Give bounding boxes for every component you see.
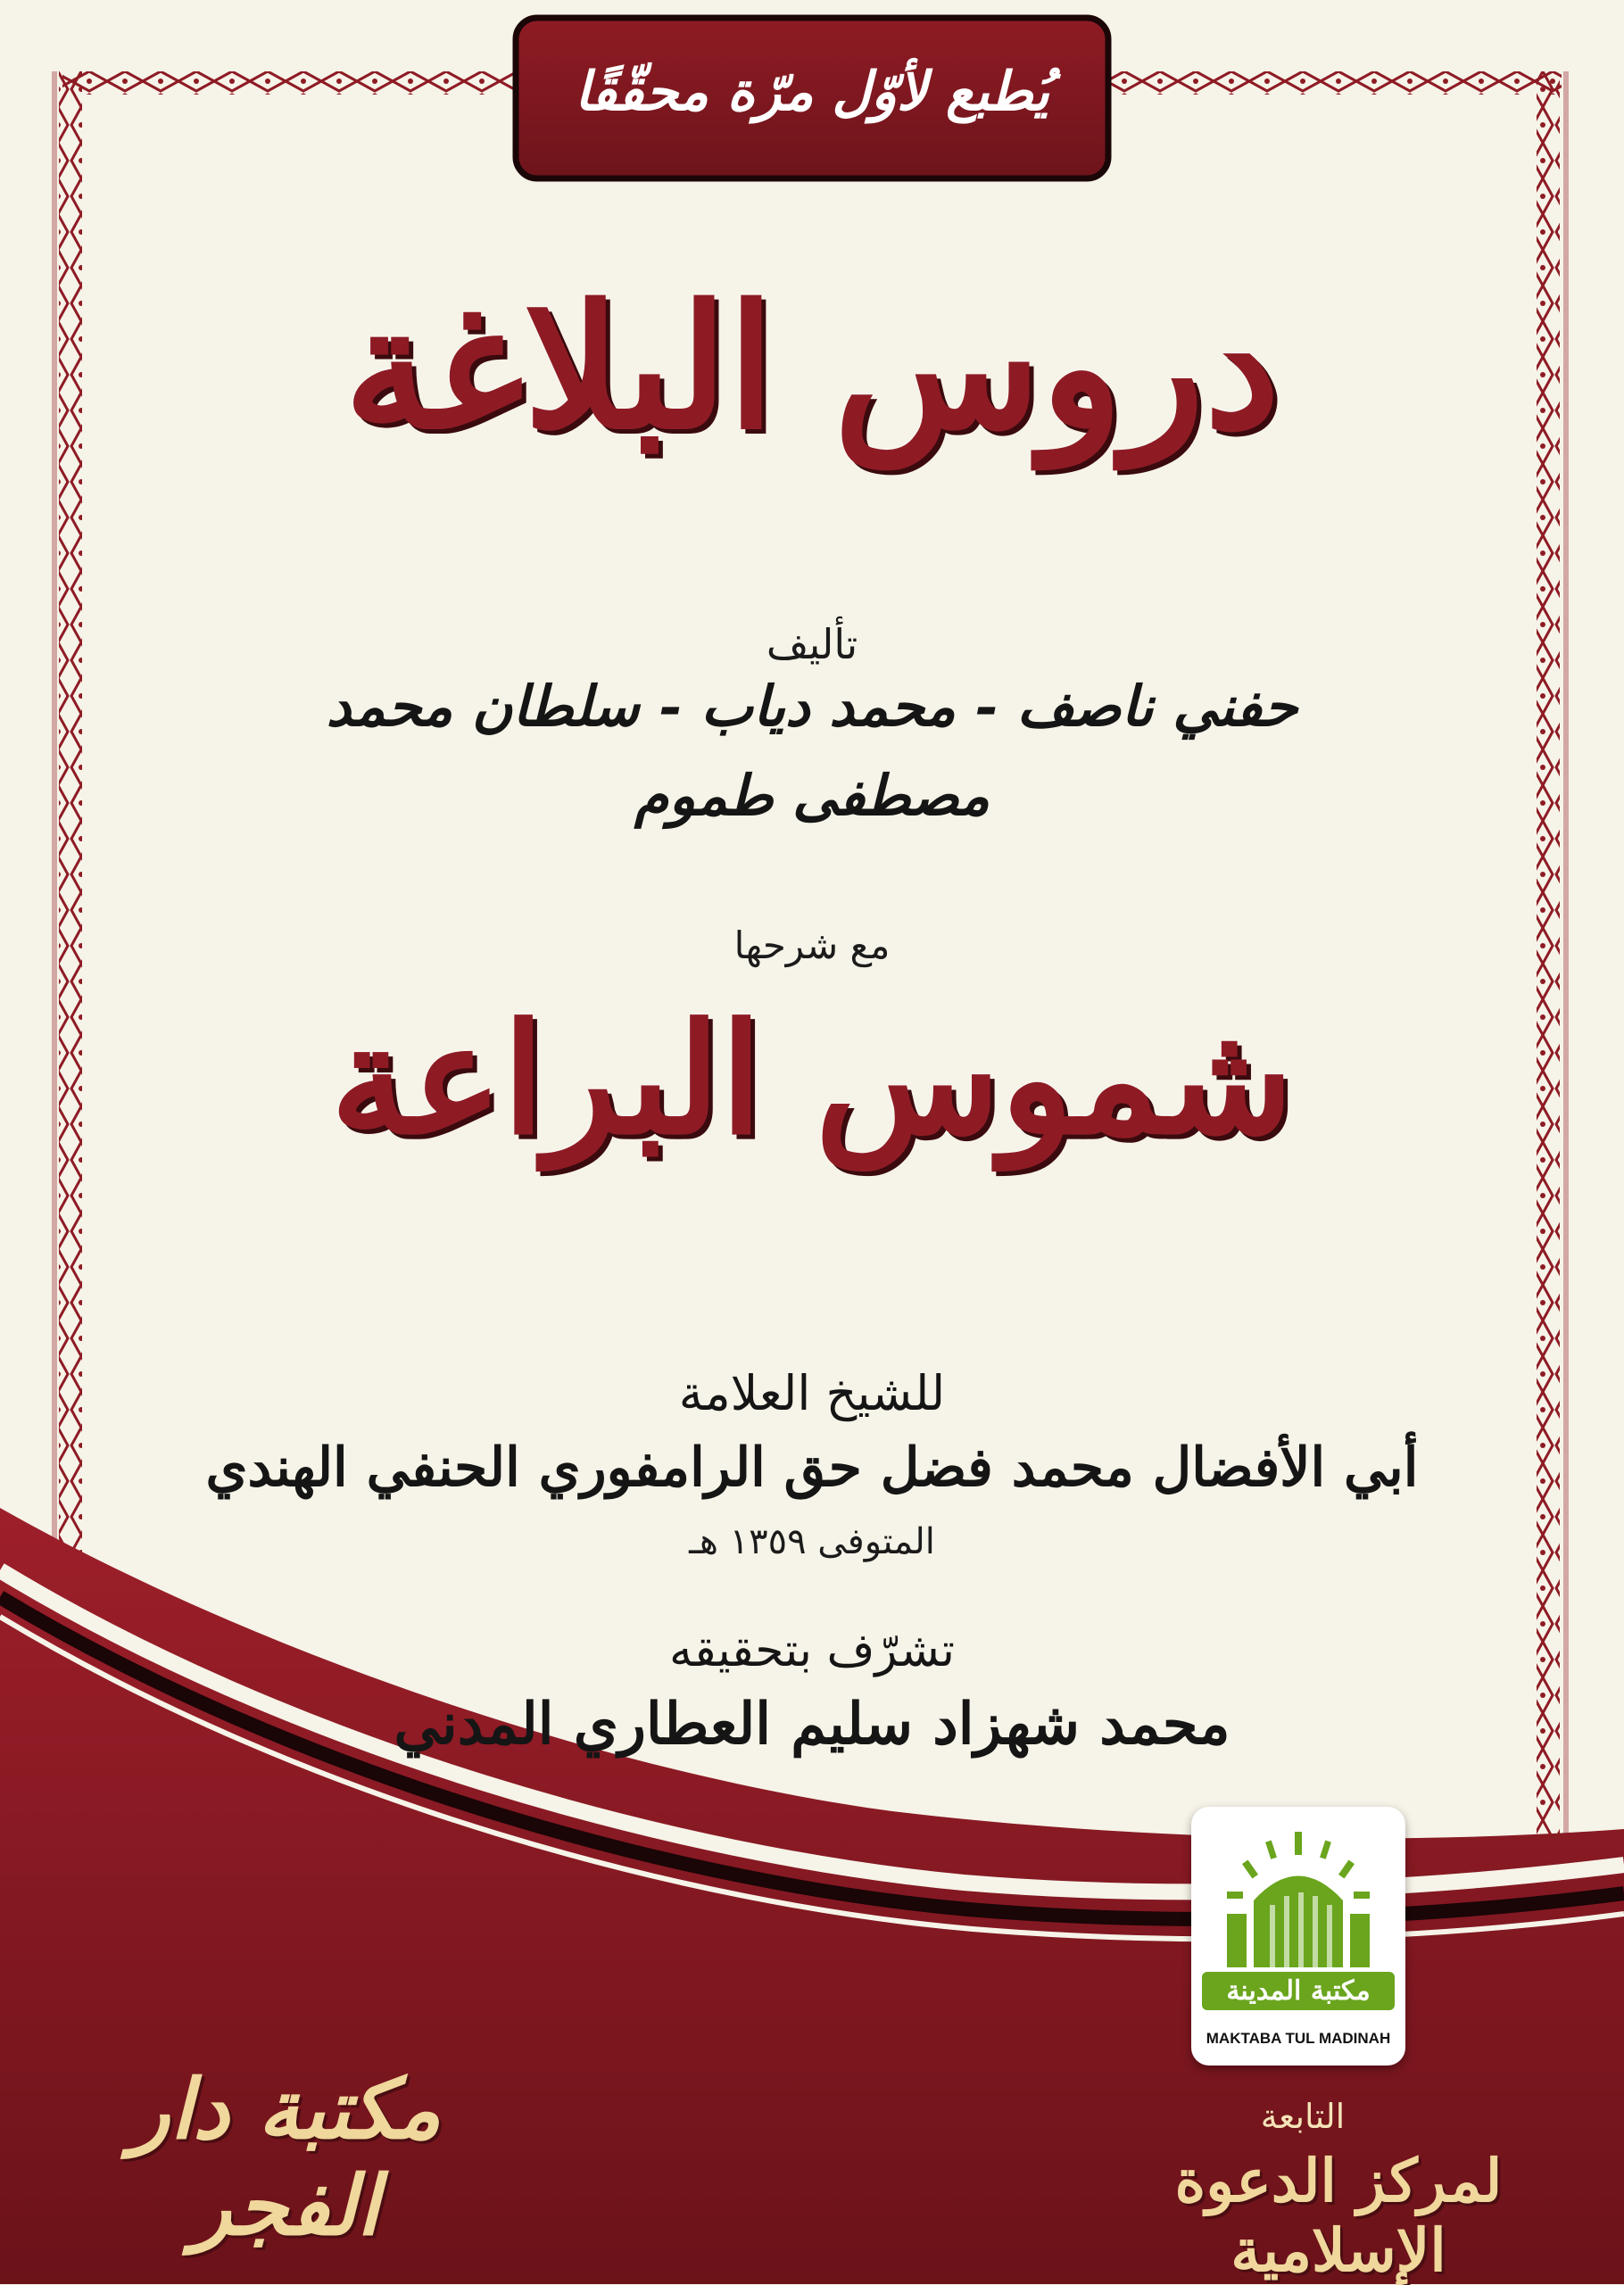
- death-date: المتوفى ١٣٥٩ هـ: [689, 1521, 935, 1562]
- header-tab-text: يُطبع لأوّل مرّة محقّقًا: [575, 61, 1049, 123]
- affiliation-label: التابعة: [1260, 2097, 1346, 2136]
- affiliation-name: لمركز الدعوة الإسلامية: [1174, 2146, 1503, 2285]
- commentary-title: شموس البراعة: [330, 990, 1294, 1169]
- commentator-name: أبي الأفضال محمد فضل حق الرامفوري الحنفي الهندي: [205, 1436, 1419, 1499]
- logo-arabic-text: مكتبة المدينة: [1202, 1972, 1395, 2010]
- author-label: تأليف: [766, 620, 858, 668]
- publisher-name: مكتبة دار الفجر: [130, 2061, 441, 2254]
- commentary-label: مع شرحها: [733, 923, 891, 967]
- authors-line-1: حفني ناصف - محمد دياب - سلطان محمد: [326, 674, 1298, 739]
- publisher-logo: [1191, 1807, 1405, 2066]
- logo-english-text: MAKTABA TUL MADINAH: [1206, 2030, 1391, 2047]
- mosque-logo-icon: [1191, 1807, 1405, 2066]
- authors-line-2: مصطفى طموم: [634, 763, 990, 828]
- shaykh-label: للشيخ العلامة: [678, 1365, 946, 1421]
- editor-name: محمد شهزاد سليم العطاري المدني: [394, 1691, 1230, 1758]
- book-title: دروس البلاغة: [344, 268, 1280, 467]
- verification-label: تشرّف بتحقيقه: [669, 1624, 955, 1677]
